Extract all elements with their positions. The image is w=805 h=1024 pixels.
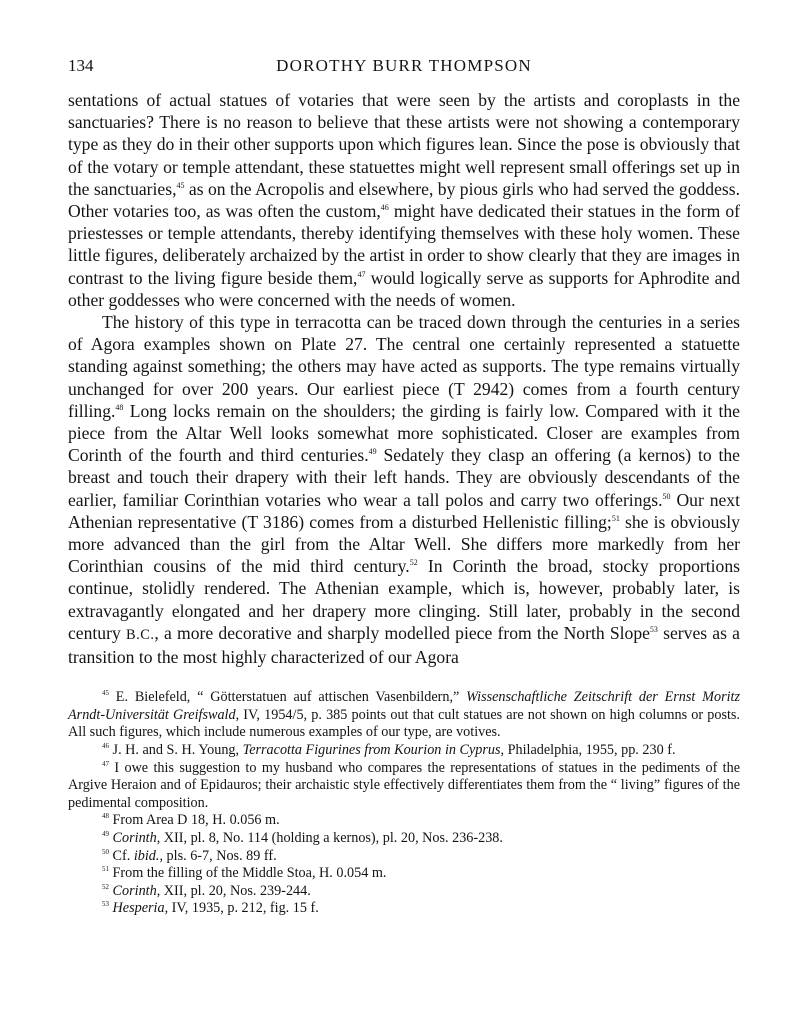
footnote-ref-52[interactable]: 52: [409, 558, 418, 568]
footnote-49: $^{49}$ Corinth, XII, pl. 8, No. 114 (holding a kernos), pl. 20, Nos. 236-238.: [102, 830, 503, 847]
era-abbreviation: B.C.: [125, 626, 155, 643]
paragraph-2: The history of this type in terracotta can be traced down through the centuries in a series of Agora examples shown on Plate 27. The central one certainly represented a statuette standing against something; the others may have acted as supports. The type remains virtually unchanged for over 200 years. Our earliest piece (T 2942) comes from a fourth century filling.$^{48}$ Long locks remain on the shoulders; the girding is fairly low. Compared with it the piece from the Altar Well looks somewhat more sophisticated. Closer are examples from Corinth of the fourth and third centuries.$^{49}$ Sedately they clasp an offering (a kernos) to the breast and touch their drapery with their left hands. They are obviously descendants of the earlier, familiar Corinthian votaries who wear a tall polos and carry two offerings.$^{50}$ Our next Athenian representative (T 3186) comes from a disturbed Hellenistic filling;$^{51}$ she is obviously more advanced than the girl from the Altar Well. She differs more markedly from her Corinthian cousins of the mid third century.$^{52}$ In Corinth the broad, stocky proportions continue, stolidly rendered. The Athenian example, which is, however, probably later, is extravagantly elongated and her drapery more clinging. Still later, probably in the second century B.C., a more decorative and sharply modelled piece from the North Slope$^{53}$ serves as a transition to the most highly characterized of our Agora: [68, 312, 740, 668]
page: [68, 52, 740, 918]
footnotes: [68, 689, 740, 918]
footnote-ref-46[interactable]: 46: [380, 203, 389, 213]
footnote-52: $^{52}$ Corinth, XII, pl. 20, Nos. 239-244.: [102, 882, 311, 899]
footnote-ref-51[interactable]: 51: [611, 513, 620, 523]
footnote-ref-53[interactable]: 53: [649, 624, 658, 634]
main-text: [68, 89, 740, 668]
footnote-47: $^{47}$ I owe this suggestion to my husband who compares the representations of statues in the pediments of the Argive Heraion and of Epidauros; their archaistic style effectively differentiates them from the “ living” figures of the pedimental composition.: [68, 759, 740, 811]
footnote-ref-49[interactable]: 49: [368, 447, 377, 457]
footnote-ref-47[interactable]: 47: [357, 269, 366, 279]
page-number: 134: [68, 56, 94, 75]
footnote-ref-48[interactable]: 48: [115, 402, 124, 412]
footnote-53: $^{53}$ Hesperia, IV, 1935, p. 212, fig. 15 f.: [102, 900, 319, 917]
footnote-48: $^{48}$ From Area D 18, H. 0.056 m.: [102, 812, 280, 829]
paragraph-1: sentations of actual statues of votaries that were seen by the artists and coroplasts in the sanctuaries? There is no reason to believe that these artists were not showing a contemporary type as they do in their other supports upon which figures lean. Since the pose is obviously that of the votary or temple attendant, these statuettes might well represent small offerings set up in the sanctuaries,$^{45}$ as on the Acropolis and elsewhere, by pious girls who had served the goddess. Other votaries too, as was often the custom,$^{46}$ might have dedicated their statues in the form of priestesses or temple attendants, thereby identifying themselves with these holy women. These little figures, deliberately archaized by the artist in order to show clearly that they are images in contrast to the living figure beside them,$^{47}$ would logically serve as supports for Aphrodite and other goddesses who were concerned with the needs of women.: [68, 90, 740, 310]
footnote-45: $^{45}$ E. Bielefeld, “ Götterstatuen auf attischen Vasenbildern,” Wissenschaftliche Zeitschrift der Ernst Moritz Arndt-Universität Greifswald, IV, 1954/5, p. 385 points out that cult statues are not shown on high columns or posts. All such figures, which include numerous examples of our type, are votives.: [68, 689, 740, 741]
footnote-46: $^{46}$ J. H. and S. H. Young, Terracotta Figurines from Kourion in Cyprus, Philadelphia, 1955, pp. 230 f.: [102, 742, 676, 759]
footnote-ref-45[interactable]: 45: [176, 180, 185, 190]
footnote-51: $^{51}$ From the filling of the Middle Stoa, H. 0.054 m.: [102, 865, 387, 882]
running-head: [68, 52, 740, 82]
footnote-ref-50[interactable]: 50: [662, 491, 671, 501]
running-head-author: DOROTHY BURR THOMPSON: [276, 56, 532, 75]
footnote-50: $^{50}$ Cf. ibid., pls. 6-7, Nos. 89 ff.: [102, 847, 277, 864]
